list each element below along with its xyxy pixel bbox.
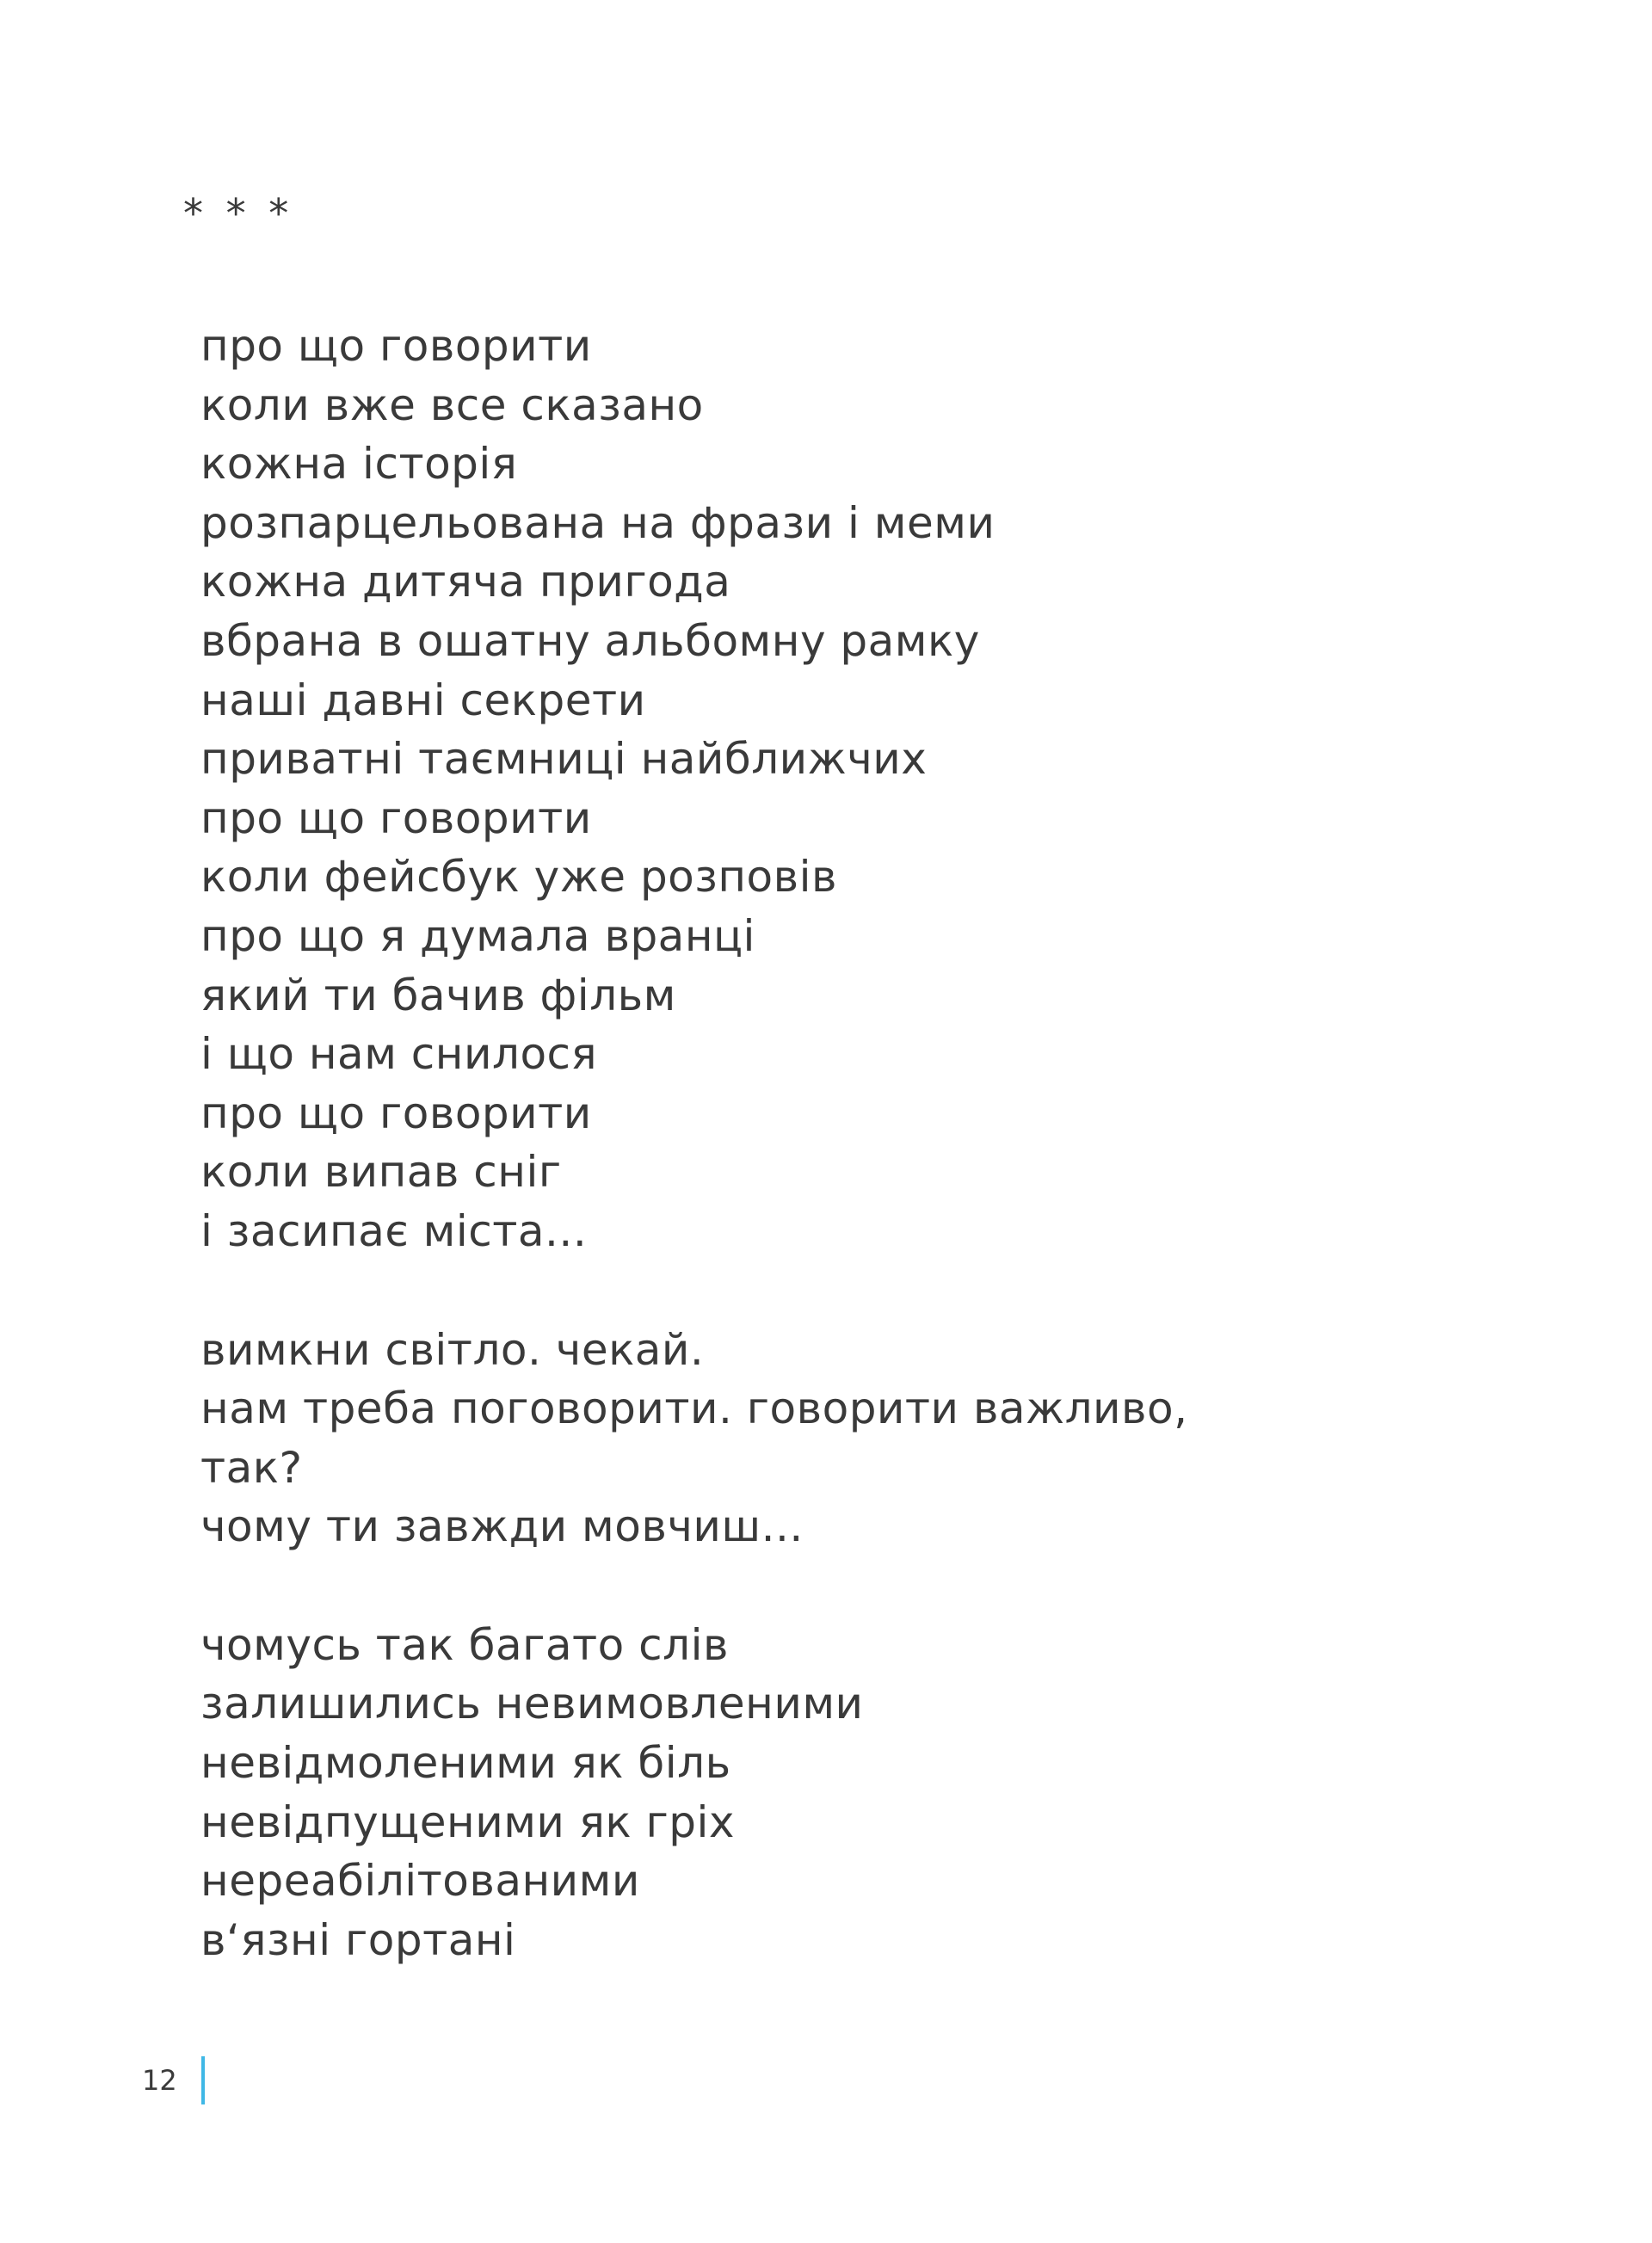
poem-line: про що говорити	[200, 321, 592, 371]
section-separator: * * *	[183, 190, 294, 237]
poem-line: нереабілітованими	[200, 1856, 640, 1907]
poem-line: в‘язні гортані	[200, 1914, 516, 1965]
page-number: 12	[142, 2064, 177, 2097]
stanza-1	[200, 317, 1491, 1261]
page-number-divider	[201, 2056, 205, 2104]
poem	[200, 317, 1491, 1969]
poem-line: коли фейсбук уже розповів	[200, 852, 837, 903]
poem-line: вимкни світло. чекай.	[200, 1324, 705, 1375]
poem-line: і що нам снилося	[200, 1029, 598, 1080]
poem-line: невідмоленими як біль	[200, 1738, 731, 1789]
poem-line: приватні таємниці найближчих	[200, 734, 928, 785]
page-footer	[142, 2055, 205, 2106]
poem-line: нам треба поговорити. говорити важливо,	[200, 1383, 1188, 1434]
poem-line: який ти бачив фільм	[200, 970, 676, 1020]
poem-line: кожна дитяча пригода	[200, 557, 731, 607]
poem-line: і засипає міста...	[200, 1205, 588, 1256]
poem-line: вбрана в ошатну альбомну рамку	[200, 615, 980, 666]
poem-line: наші давні секрети	[200, 675, 646, 725]
poem-line: розпарцельована на фрази і меми	[200, 497, 996, 548]
poem-line: кожна історія	[200, 439, 518, 490]
poem-line: чомусь так багато слів	[200, 1619, 729, 1670]
poem-line: про що я думала вранці	[200, 910, 755, 961]
poem-line: чому ти завжди мовчиш...	[200, 1501, 804, 1552]
poem-line: коли вже все сказано	[200, 379, 704, 430]
stanza-2	[200, 1321, 1491, 1556]
poem-line: невідпущеними як гріх	[200, 1796, 735, 1847]
stanza-3	[200, 1616, 1491, 1970]
poem-line: про що говорити	[200, 792, 592, 843]
poem-line: залишились невимовленими	[200, 1679, 864, 1729]
poem-line: про що говорити	[200, 1088, 592, 1138]
poem-line: так?	[200, 1442, 303, 1493]
poem-line: коли випав сніг	[200, 1147, 562, 1198]
